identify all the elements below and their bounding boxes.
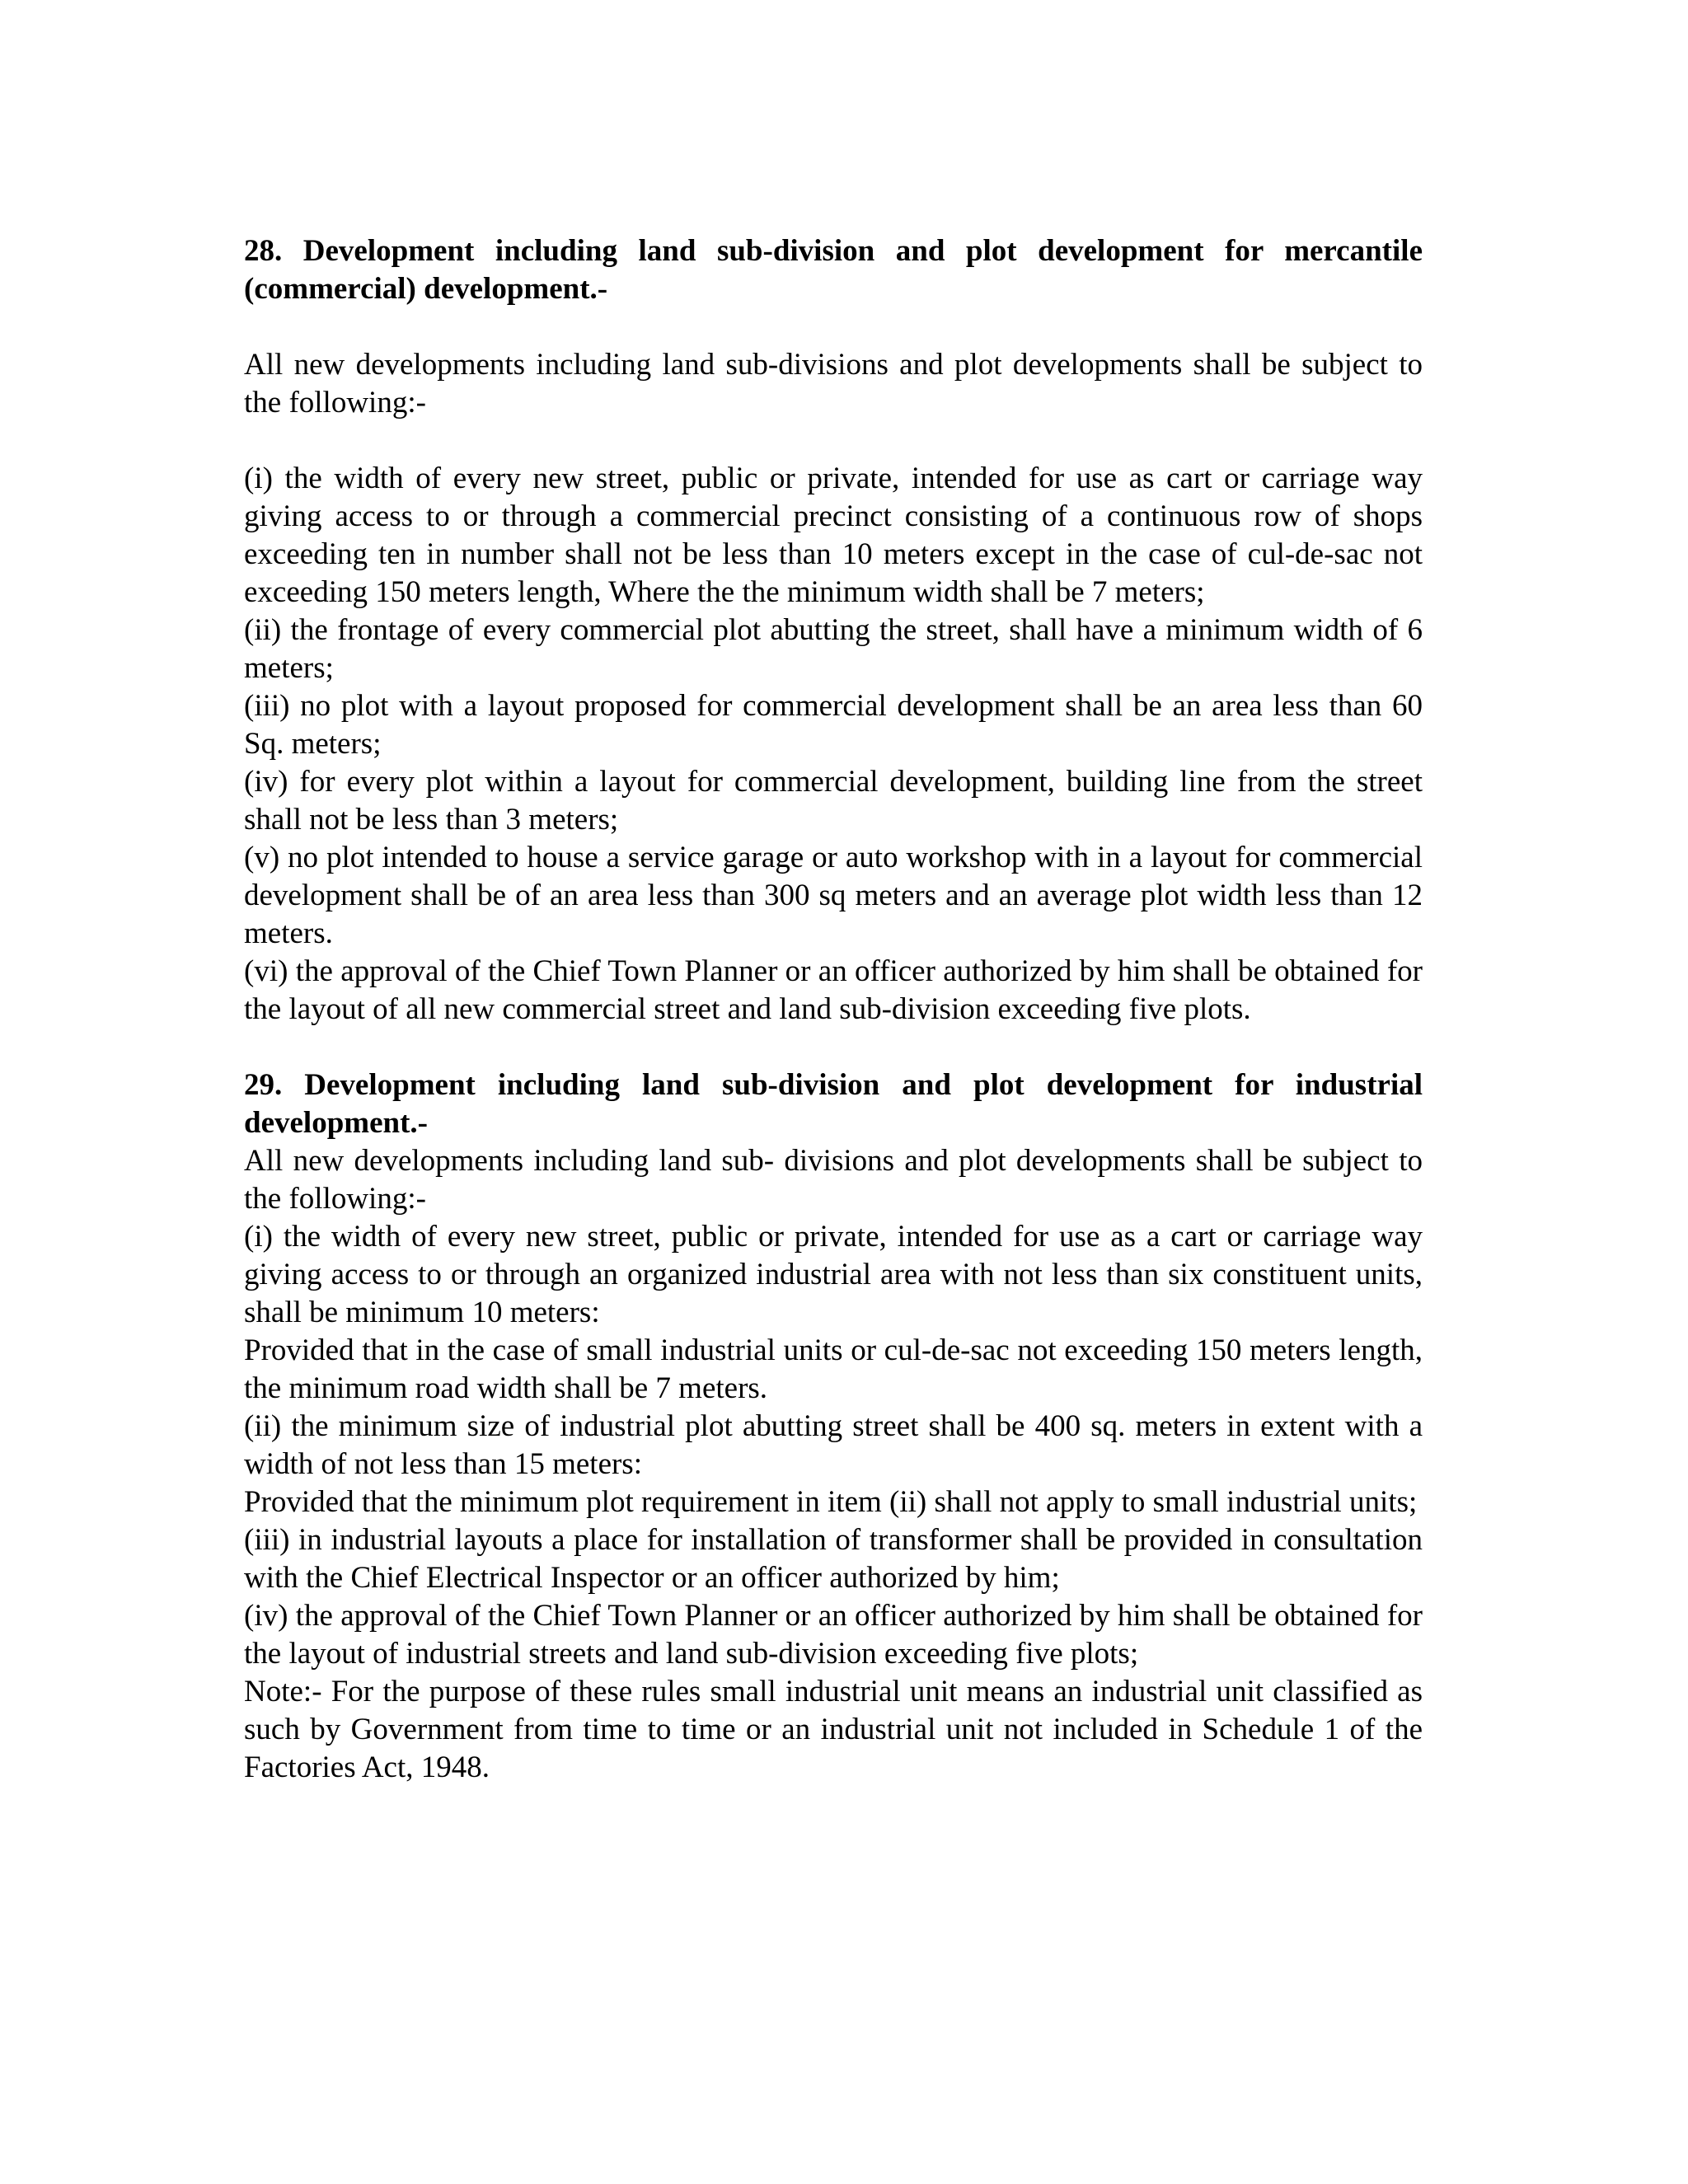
section-28-item-v: (v) no plot intended to house a service garage or auto workshop with in a layout for commercial development shall be of an area less than 300 sq meters and an average plot width less than 12 meters. bbox=[244, 841, 1423, 950]
spacer bbox=[244, 422, 1423, 460]
document-page bbox=[244, 232, 1423, 1787]
spacer bbox=[244, 1029, 1423, 1066]
section-28-item-vi: (vi) the approval of the Chief Town Planner or an officer authorized by him shall be obtained for the layout of all new commercial street and land sub-division exceeding five plots. bbox=[244, 954, 1423, 1026]
section-29-proviso-1: Provided that in the case of small industrial units or cul-de-sac not exceeding 150 meters length, the minimum road width shall be 7 meters. bbox=[244, 1333, 1423, 1405]
section-28-heading: 28. Development including land sub-division and plot development for mercantile (commercial) development.- bbox=[244, 234, 1423, 306]
section-28-item-iii: (iii) no plot with a layout proposed for commercial development shall be an area less than 60 Sq. meters; bbox=[244, 689, 1423, 761]
section-28-item-ii: (ii) the frontage of every commercial plot abutting the street, shall have a minimum width of 6 meters; bbox=[244, 613, 1423, 685]
section-28-item-i: (i) the width of every new street, public or private, intended for use as cart or carriage way giving access to or through a commercial precinct consisting of a continuous row of shops exceeding ten in number shall not be less than 10 meters except in the case of cul-de-sac not exceeding 150 meters length, Where the the minimum width shall be 7 meters; bbox=[244, 462, 1423, 609]
section-29-proviso-2: Provided that the minimum plot requirement in item (ii) shall not apply to small industrial units; bbox=[244, 1485, 1418, 1519]
section-29-note: Note:- For the purpose of these rules small industrial unit means an industrial unit classified as such by Government from time to time or an industrial unit not included in Schedule 1 of the Factories Act, 1948. bbox=[244, 1675, 1423, 1784]
section-29-item-iv: (iv) the approval of the Chief Town Planner or an officer authorized by him shall be obtained for the layout of industrial streets and land sub-division exceeding five plots; bbox=[244, 1599, 1423, 1671]
section-28-item-iv: (iv) for every plot within a layout for commercial development, building line from the street shall not be less than 3 meters; bbox=[244, 765, 1423, 837]
section-29-intro: All new developments including land sub- divisions and plot developments shall be subject to the following:- bbox=[244, 1144, 1423, 1216]
section-28-intro: All new developments including land sub-divisions and plot developments shall be subject to the following:- bbox=[244, 348, 1423, 419]
section-29-heading: 29. Development including land sub-division and plot development for industrial development.- bbox=[244, 1068, 1423, 1140]
section-29-item-ii: (ii) the minimum size of industrial plot abutting street shall be 400 sq. meters in extent with a width of not less than 15 meters: bbox=[244, 1409, 1423, 1481]
section-29-item-iii: (iii) in industrial layouts a place for installation of transformer shall be provided in consultation with the Chief Electrical Inspector or an officer authorized by him; bbox=[244, 1523, 1423, 1595]
section-29-item-i: (i) the width of every new street, public or private, intended for use as a cart or carriage way giving access to or through an organized industrial area with not less than six constituent units, shall be minimum 10 meters: bbox=[244, 1220, 1423, 1329]
spacer bbox=[244, 308, 1423, 346]
